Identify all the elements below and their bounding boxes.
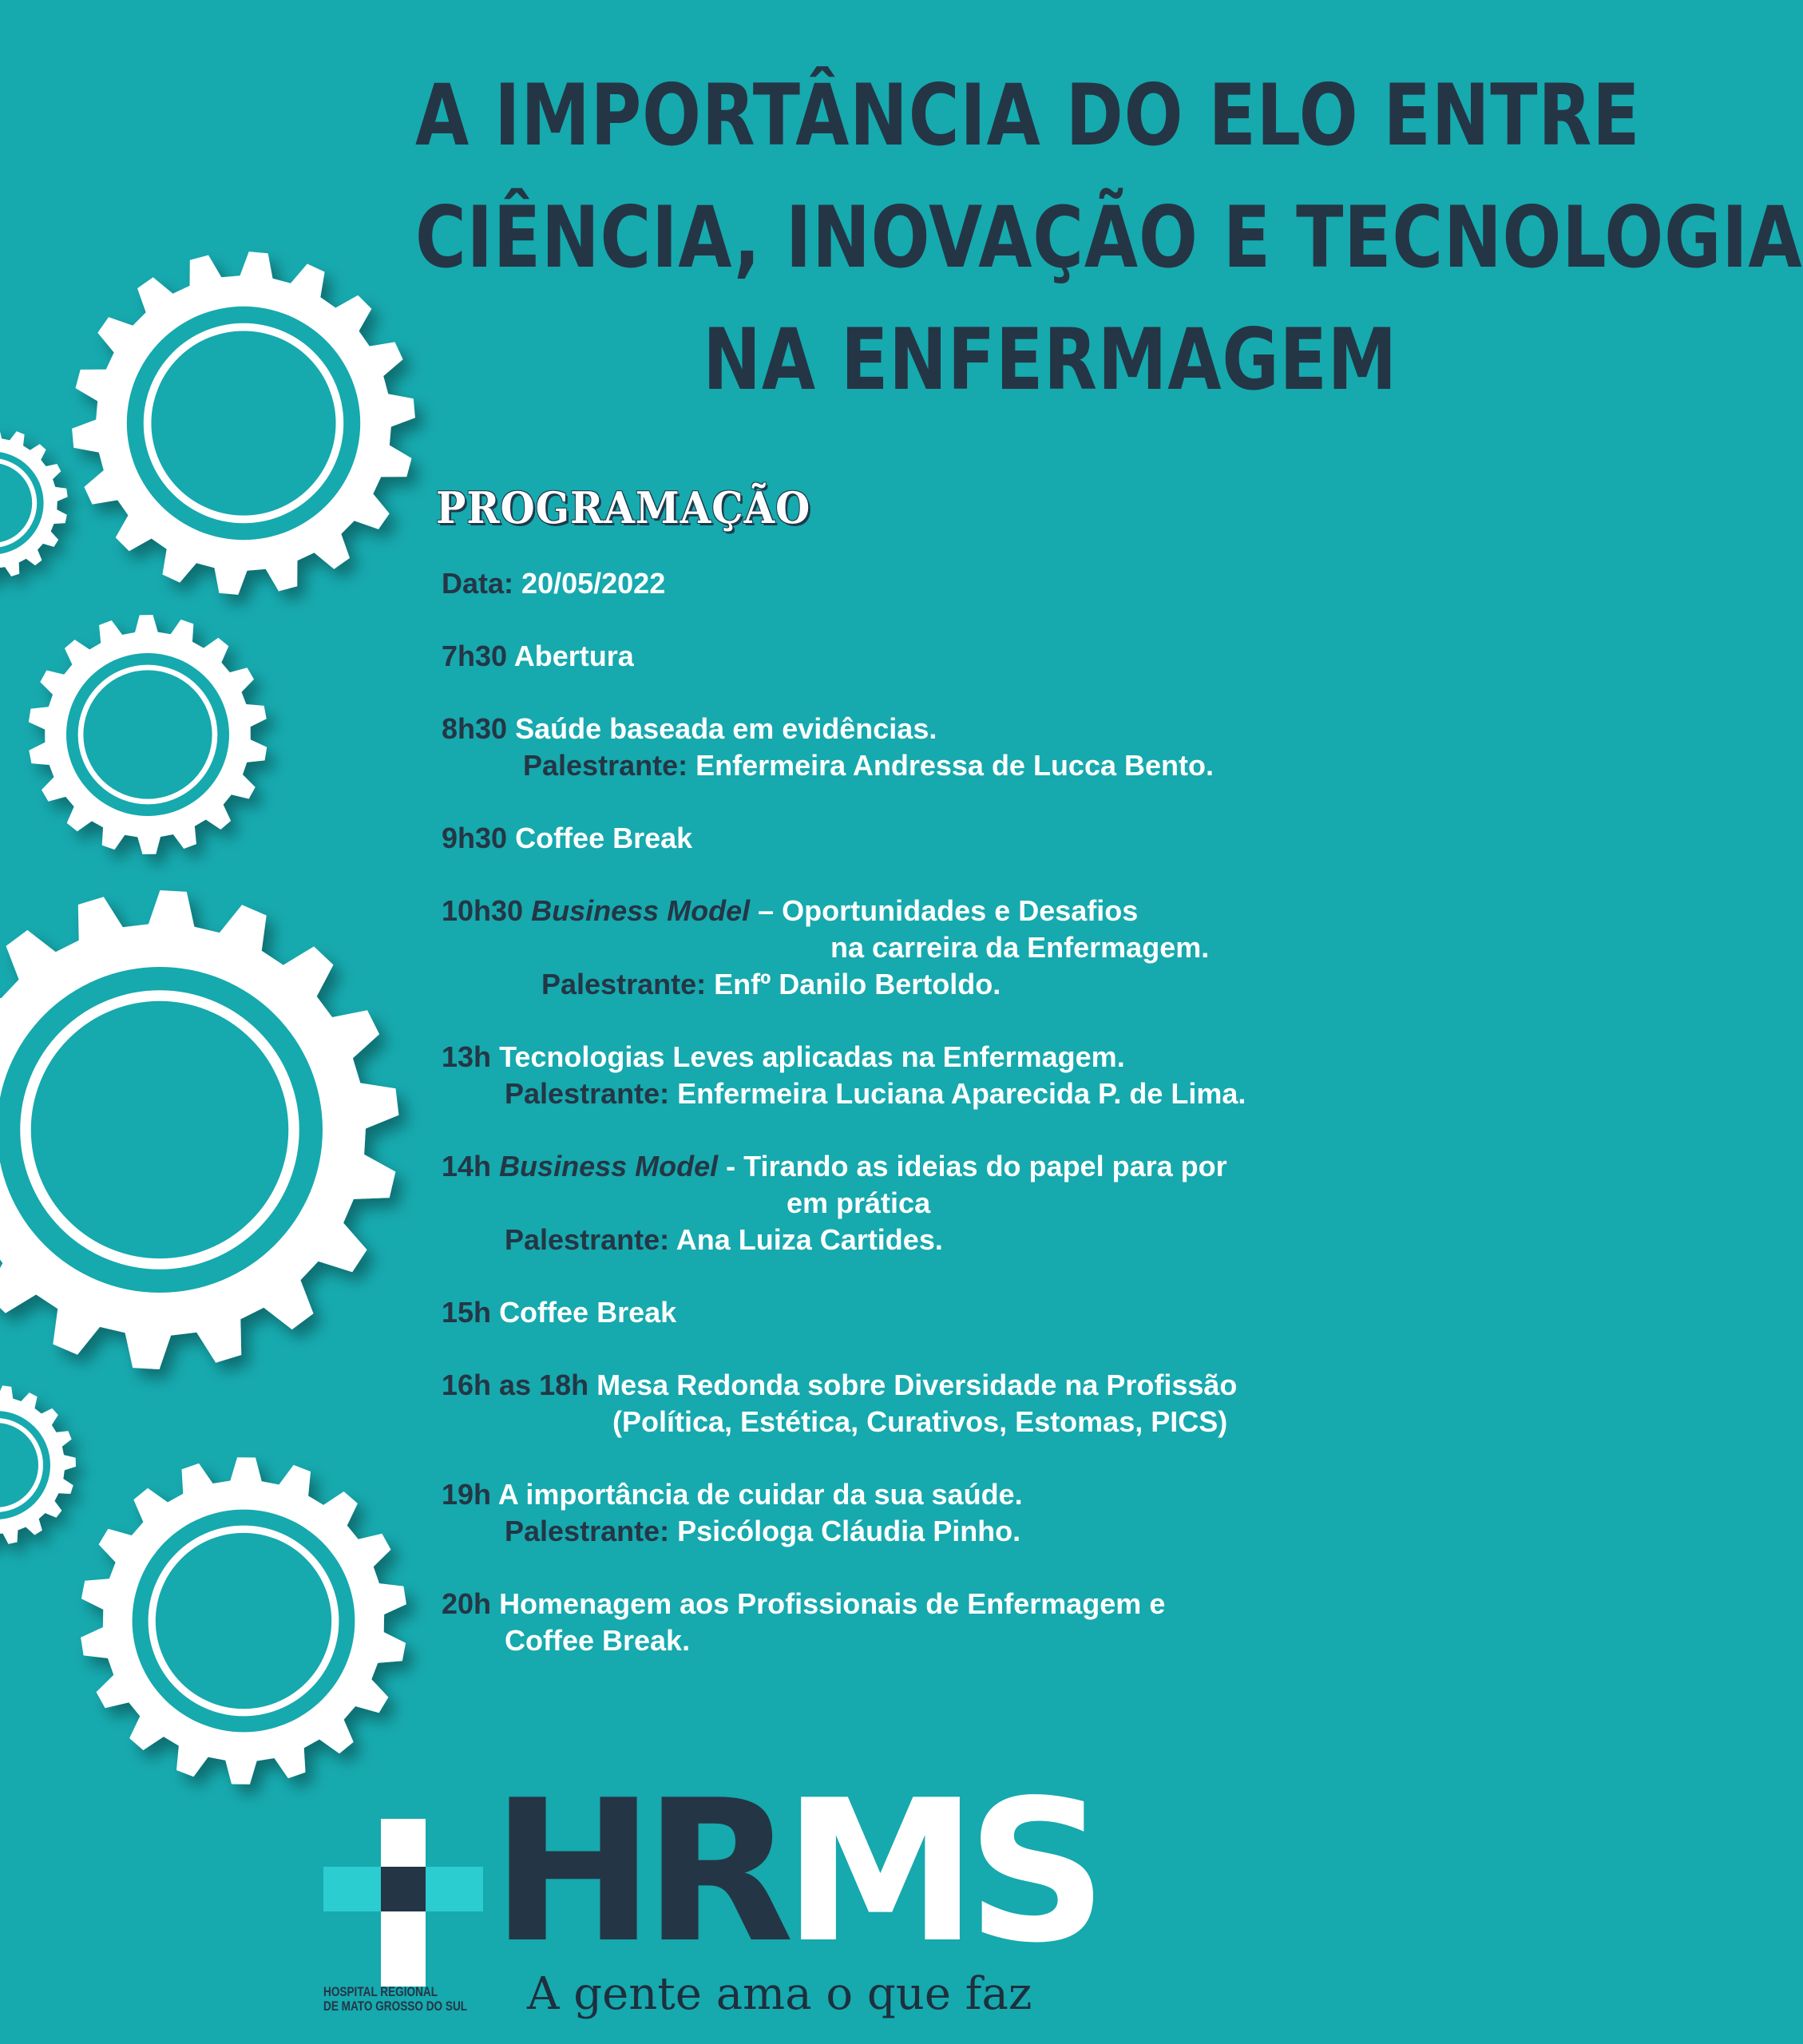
poster-title <box>415 54 1803 421</box>
item-text-continued: na carreira da Enfermagem. <box>830 931 1210 964</box>
item-time: 19h <box>442 1478 492 1511</box>
date-line <box>442 565 1400 602</box>
schedule-item-8 <box>442 1476 1400 1513</box>
hospital-name: HOSPITAL REGIONAL DE MATO GROSSO DO SUL <box>323 1984 468 2014</box>
speaker-name: Enfermeira Andressa de Lucca Bento. <box>695 749 1214 782</box>
item-text: – Oportunidades e Desafios <box>750 894 1139 927</box>
gear-icon <box>0 890 398 1369</box>
speaker-name: Enfº Danilo Bertoldo. <box>714 968 1001 1000</box>
title-line-2: CIÊNCIA, INOVAÇÃO E TECNOLOGIA <box>415 188 1803 287</box>
speaker-name: Enfermeira Luciana Aparecida P. de Lima. <box>677 1077 1246 1110</box>
gear-icon <box>29 615 267 854</box>
date-label: Data: <box>442 567 514 600</box>
speaker-label: Palestrante: <box>541 968 707 1000</box>
item-time: 14h <box>442 1150 492 1182</box>
item-text: Coffee Break <box>499 1296 677 1329</box>
item-text: Tecnologias Leves aplicadas na Enfermagem. <box>499 1040 1125 1073</box>
schedule-item-6 <box>442 1294 1400 1331</box>
item-time: 16h as 18h <box>442 1369 589 1401</box>
gear-icon <box>0 1385 76 1544</box>
hrms-logo <box>323 1758 1122 2036</box>
schedule-item-4 <box>442 1039 1400 1075</box>
gear-icon <box>81 1457 406 1785</box>
date-value: 20/05/2022 <box>521 567 666 600</box>
item-italic: Business Model <box>531 894 751 927</box>
speaker-line <box>442 1075 1400 1112</box>
item-time: 10h30 <box>442 894 524 927</box>
speaker-label: Palestrante: <box>523 749 688 782</box>
item-text: Mesa Redonda sobre Diversidade na Profissão <box>596 1369 1238 1401</box>
schedule-item-2 <box>442 820 1400 857</box>
item-time: 7h30 <box>442 640 508 672</box>
item-text-continued: em prática <box>787 1186 931 1219</box>
speaker-label: Palestrante: <box>505 1077 670 1110</box>
schedule-item-3 <box>442 893 1400 929</box>
schedule-item-7 <box>442 1367 1400 1404</box>
item-time: 15h <box>442 1296 492 1329</box>
speaker-line <box>442 1513 1400 1550</box>
schedule-item-5 <box>442 1148 1400 1185</box>
speaker-label: Palestrante: <box>505 1515 670 1547</box>
speaker-line <box>442 966 1400 1003</box>
item-text: Homenagem aos Profissionais de Enfermagem e <box>499 1587 1166 1620</box>
speaker-name: Ana Luiza Cartides. <box>676 1223 943 1256</box>
item-text-continued: (Política, Estética, Curativos, Estomas, PICS) <box>612 1405 1228 1438</box>
schedule-item-1 <box>442 711 1400 747</box>
schedule-item-9 <box>442 1586 1400 1622</box>
item-time: 20h <box>442 1587 492 1620</box>
item-text: A importância de cuidar da sua saúde. <box>497 1478 1023 1511</box>
speaker-label: Palestrante: <box>505 1223 670 1256</box>
gear-icon <box>0 427 68 579</box>
item-italic: Business Model <box>499 1150 719 1182</box>
title-line-3: NA ENFERMAGEM <box>703 311 1397 409</box>
item-time: 9h30 <box>442 822 508 854</box>
speaker-line <box>442 1222 1400 1258</box>
schedule-list <box>442 565 1400 1659</box>
item-time: 13h <box>442 1040 492 1073</box>
item-text: Saúde baseada em evidências. <box>515 712 937 745</box>
speaker-line <box>442 747 1400 784</box>
gear-icon <box>72 252 415 595</box>
item-text: Abertura <box>513 640 634 672</box>
schedule-item-0 <box>442 638 1400 675</box>
program-heading: PROGRAMAÇÃO <box>436 482 811 533</box>
item-text: Coffee Break <box>515 822 693 854</box>
item-text-continued: Coffee Break. <box>505 1624 691 1657</box>
item-text: - Tirando as ideias do papel para por <box>718 1150 1227 1182</box>
tagline: A gente ama o que faz <box>527 1968 1032 2020</box>
title-line-1: A IMPORTÂNCIA DO ELO ENTRE <box>415 66 1641 164</box>
cross-icon <box>323 1811 483 1994</box>
hrms-wordmark: HRMS <box>491 1758 1096 1986</box>
speaker-name: Psicóloga Cláudia Pinho. <box>677 1515 1021 1547</box>
item-time: 8h30 <box>442 712 508 745</box>
